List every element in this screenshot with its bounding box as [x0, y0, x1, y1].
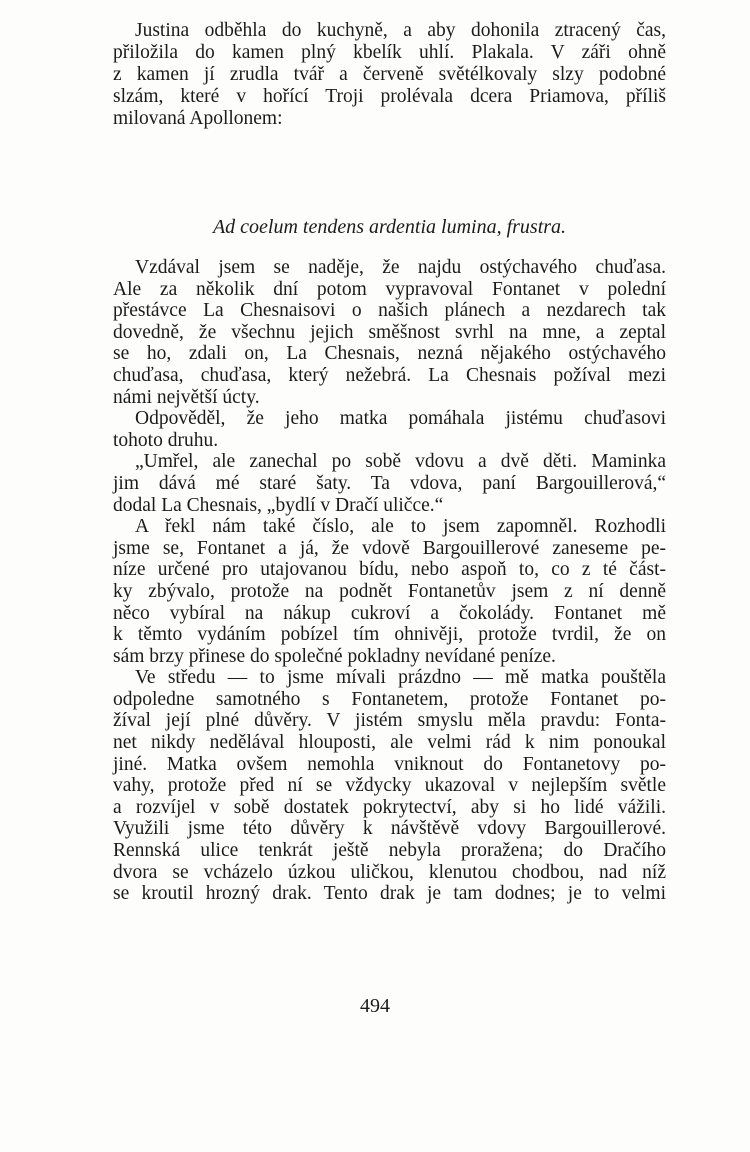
page-number: 494 — [360, 995, 390, 1017]
text-line: Ve středu — to jsme mívali prázdno — mě matka pouštěla — [135, 667, 666, 689]
text-line: tohoto druhu. — [113, 429, 219, 451]
paragraph — [113, 408, 666, 451]
text-line: se ho, zdali on, La Chesnais, nezná nějakého ostýchavého — [113, 343, 666, 365]
text-line: žíval její plné důvěry. V jistém smyslu měla pravdu: Fonta- — [113, 710, 666, 732]
text-line: Využili jsme této důvěry k návštěvě vdovy Bargouillerové. — [113, 818, 666, 840]
text-line: Ale za několik dní potom vypravoval Fontanet v polední — [113, 278, 666, 300]
text-line: k těmto vydáním pobízel tím ohnivěji, protože tvrdil, že on — [113, 624, 666, 646]
text-line: dodal La Chesnais, „bydlí v Dračí uličce.“ — [113, 494, 444, 516]
paragraph — [113, 516, 666, 667]
text-line: Justina odběhla do kuchyně, a aby dohonila ztracený čas, — [135, 20, 666, 41]
text-line: slzám, které v hořící Troji prolévala dcera Priamova, příliš — [113, 86, 666, 107]
paragraph — [113, 451, 666, 516]
text-line: net nikdy nedělával hlouposti, ale velmi rád k nim ponoukal — [113, 732, 666, 754]
text-line: Vzdával jsem se naděje, že najdu ostýchavého chuďasa. — [135, 257, 666, 278]
paragraph — [113, 20, 666, 130]
text-line: jsme se, Fontanet a já, že vdově Bargouillerové zaneseme pe- — [113, 537, 666, 559]
text-line: a rozvíjel v sobě dostatek pokrytectví, aby si ho lidé vážili. — [113, 796, 666, 818]
text-line: dovedně, že všechnu jejich směšnost svrhl na mne, a zeptal — [113, 321, 666, 343]
text-line: A řekl nám také číslo, ale to jsem zapomněl. Rozhodli — [135, 516, 666, 538]
text-line: jiné. Matka ovšem nemohla vniknout do Fontanetovy po- — [113, 753, 666, 775]
text-line: něco vybíral na nákup cukroví a čokolády. Fontanet mě — [113, 602, 666, 624]
text-line: milovaná Apollonem: — [113, 108, 283, 129]
text-line: níze určené pro utajovanou bídu, nebo aspoň to, co z té část- — [113, 559, 666, 581]
text-line: vahy, protože před ní se vždycky ukazoval v nejlepším světle — [113, 775, 666, 797]
text-line: přestávce La Chesnaisovi o našich plánech a nezdarech tak — [113, 300, 666, 322]
text-line: se kroutil hrozný drak. Tento drak je tam dodnes; je to velmi — [113, 883, 666, 905]
text-line: chuďasa, chuďasa, který nežebrá. La Chesnais požíval mezi — [113, 364, 666, 386]
latin-quote: Ad coelum tendens ardentia lumina, frustra. — [212, 216, 567, 238]
paragraph — [113, 257, 666, 408]
text-line: námi největší úcty. — [113, 386, 260, 408]
text-line: odpoledne samotného s Fontanetem, protože Fontanet po- — [113, 688, 666, 710]
text-line: přiložila do kamen plný kbelík uhlí. Plakala. V záři ohně — [113, 42, 666, 63]
text-line: Odpověděl, že jeho matka pomáhala jistému chuďasovi — [135, 408, 666, 430]
text-line: sám brzy přinese do společné pokladny nevídané peníze. — [113, 645, 556, 667]
text-line: jim dává mé staré šaty. Ta vdova, paní Bargouillerová,“ — [113, 472, 666, 494]
opening-paragraph — [113, 20, 666, 130]
text-line: ky zbývalo, protože na podnět Fontanetův jsem z ní denně — [113, 580, 666, 602]
text-line: dvora se vcházelo úzkou uličkou, klenutou chodbou, nad níž — [113, 861, 666, 883]
text-line: Rennská ulice tenkrát ještě nebyla proražena; do Dračího — [113, 840, 666, 862]
text-line: „Umřel, ale zanechal po sobě vdovu a dvě děti. Maminka — [135, 451, 666, 473]
text-line: z kamen jí zrudla tvář a červeně světélkovaly slzy podobné — [113, 64, 666, 85]
body-text — [113, 257, 666, 905]
paragraph — [113, 667, 666, 905]
